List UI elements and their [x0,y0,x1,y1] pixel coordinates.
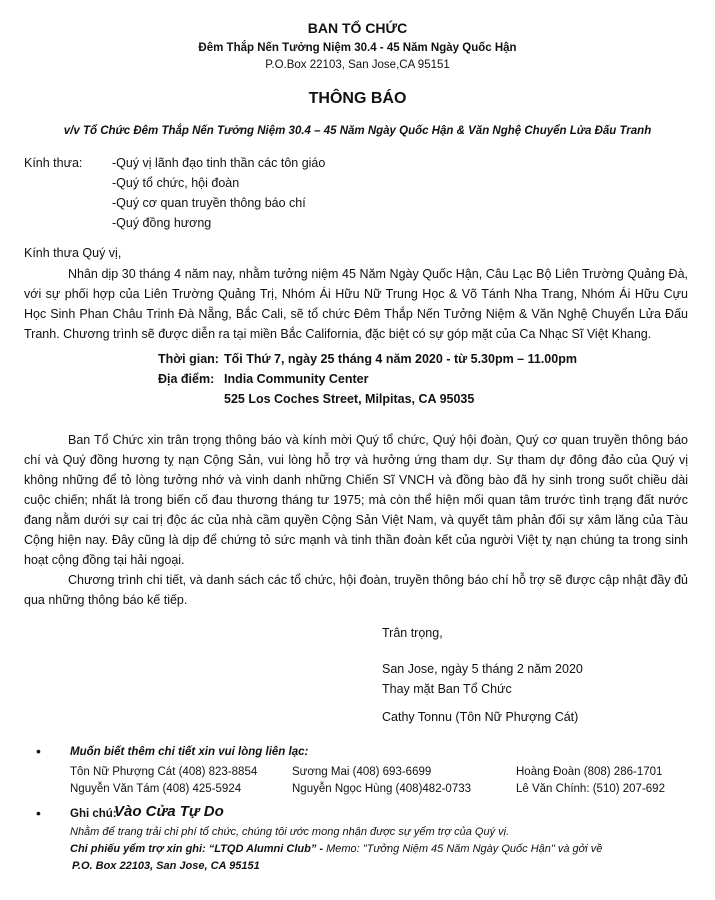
place-address: 525 Los Coches Street, Milpitas, CA 95035 [224,392,475,406]
paragraph-followup-text: Chương trình chi tiết, và danh sách các tổ chức, hội đoàn, truyền thông báo chí hỗ trợ sẽ được cập nhật đầy đủ qua những thông báo kế tiếp. [24,573,688,607]
regards: Trân trọng, [382,626,443,640]
recipient-item: -Quý tổ chức, hội đoàn [112,176,240,190]
time-label: Thời gian: [158,352,219,366]
on-behalf: Thay mặt Ban Tổ Chức [382,682,512,696]
contact-entry: Hoàng Đoàn (808) 286-1701 [516,766,663,778]
note-mailing-address: P.O. Box 22103, San Jose, CA 95151 [72,860,260,872]
contact-entry: Nguyễn Ngọc Hùng (408)482-0733 [292,783,472,795]
place-name: India Community Center [224,372,369,386]
paragraph-invitation-text: Ban Tổ Chức xin trân trọng thông báo và kính mời Quý tổ chức, Quý hội đoàn, Quý cơ quan truyền thông báo chí và Quý đồng hương tỵ nạn Cộng Sản, vui lòng hỗ trợ và hưởng ứng tham dự. Sự tham dự đông đảo của Quý vị không những để tỏ lòng tưởng nhớ và vinh danh những Chiến Sĩ VNCH và đồng bào đã hy sinh trong suốt chiều dài cuộc chiến; nhất là trong biến cố đau thương tháng tư 1975; mà còn thể hiện mối quan tâm trước tình trạng đất nước đang nằm dưới sự cai trị độc ác của nhà cầm quyền Cộng Sản Việt Nam, và quyết tâm phản đối sự xâm lăng của Tàu Cộng hiện nay. Đây cũng là dịp để chứng tỏ sức mạnh và tinh thần đoàn kết của người Việt tỵ nạn chúng ta trong sinh hoạt cộng đồng tại hải ngoại. [24,433,688,567]
recipients-label: Kính thưa: [24,156,83,170]
note-check-payee: Chi phiếu yểm trợ xin ghi: “LTQD Alumni Club” - [70,843,327,855]
contact-entry: Lê Văn Chính: (510) 207-692 [516,783,665,795]
org-title: BAN TỔ CHỨC [307,20,408,36]
time-value: Tối Thứ 7, ngày 25 tháng 4 năm 2020 - từ 5.30pm – 11.00pm [224,352,577,366]
note-check-line [70,843,602,855]
note-support-text: Nhằm để trang trải chi phí tổ chức, chúng tôi ước mong nhận được sự yểm trợ của Quý vị. [70,826,510,838]
note-check-memo: Memo: "Tưởng Niệm 45 Năm Ngày Quốc Hận" và gởi về [326,843,603,855]
paragraph-invitation [24,430,688,610]
contact-entry: Tôn Nữ Phượng Cát (408) 823-8854 [70,766,258,778]
event-subtitle: Đêm Thắp Nến Tưởng Niệm 30.4 - 45 Năm Ngày Quốc Hận [198,42,517,54]
recipient-item: -Quý vị lãnh đạo tinh thần các tôn giáo [112,156,326,170]
recipient-item: -Quý đồng hương [112,216,212,230]
closing-date: San Jose, ngày 5 tháng 2 năm 2020 [382,662,583,676]
org-address: P.O.Box 22103, San Jose,CA 95151 [265,59,450,71]
place-label: Địa điểm: [158,372,215,386]
note-label: Ghi chú: [70,808,117,820]
contact-entry: Sương Mai (408) 693-6699 [292,766,432,778]
salutation: Kính thưa Quý vị, [24,246,122,260]
bullet-icon: • [36,805,41,821]
paragraph-intro [24,264,688,344]
recipient-item: -Quý cơ quan truyền thông báo chí [112,196,306,210]
note-theme: Vào Cửa Tự Do [114,803,224,820]
contact-entry: Nguyễn Văn Tám (408) 425-5924 [70,783,242,795]
notice-title: THÔNG BÁO [308,90,407,107]
contacts-heading: Muốn biết thêm chi tiết xin vui lòng liên lạc: [70,746,309,758]
notice-subject: v/v Tổ Chức Đêm Thắp Nến Tưởng Niệm 30.4 – 45 Năm Ngày Quốc Hận & Văn Nghệ Chuyển Lửa Đấu Tranh [63,125,652,137]
bullet-icon: • [36,743,41,759]
signer-name: Cathy Tonnu (Tôn Nữ Phượng Cát) [382,710,579,724]
paragraph-intro-text: Nhân dịp 30 tháng 4 năm nay, nhằm tưởng niệm 45 Năm Ngày Quốc Hận, Câu Lạc Bộ Liên Trường Quảng Đà, với sự phối hợp của Liên Trường Quảng Trị, Nhóm Ái Hữu Nữ Trung Học & Võ Tánh Nha Trang, Nhóm Ái Hữu Cựu Học Sinh Phan Châu Trinh Đà Nẵng, Bắc Cali, sẽ tổ chức Đêm Thắp Nến Tưởng Niệm & Văn Nghệ Chuyển Lửa Đấu Tranh. Chương trình sẽ được diễn ra tại miền Bắc California, đặc biệt có sự góp mặt của Ca Nhạc Sĩ Việt Khang. [24,267,688,341]
